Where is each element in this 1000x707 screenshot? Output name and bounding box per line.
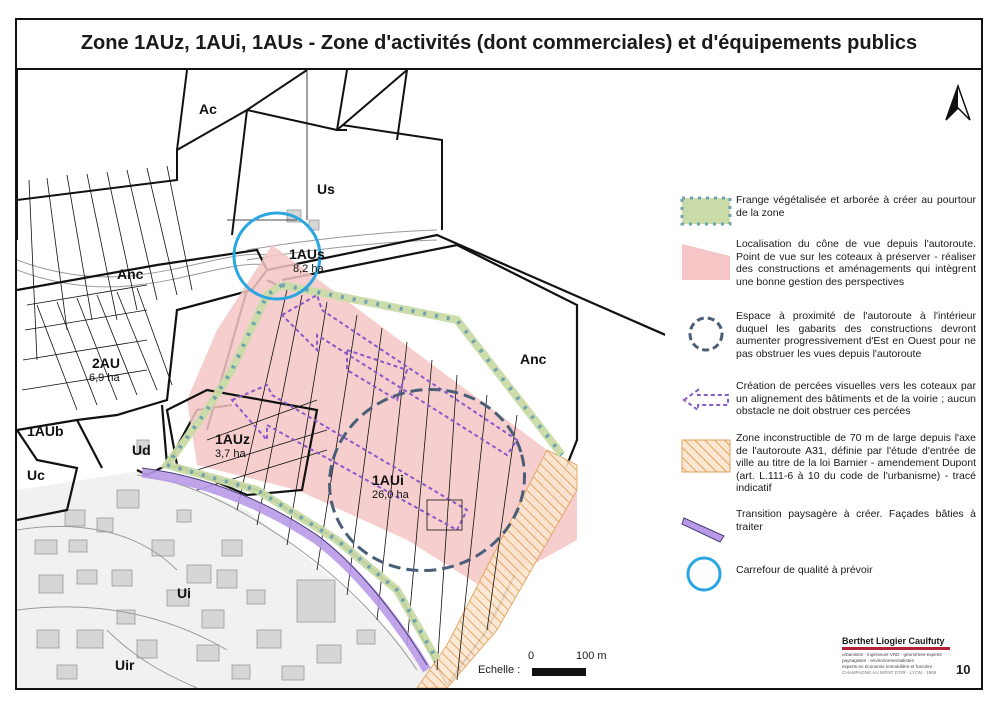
- zone-label-auz: 1AUz: [215, 431, 251, 447]
- hatch-symbol: [680, 436, 732, 474]
- frange-symbol: [680, 192, 732, 230]
- cone-symbol: [680, 242, 732, 280]
- zone-label-aus: 1AUs: [289, 246, 325, 262]
- logo-line1: urbanistes · ingénieurs VRD · géomètres-experts: [842, 652, 942, 657]
- scale-bar-black: [532, 668, 586, 676]
- scale-end: 100 m: [576, 650, 607, 662]
- page-number: 10: [956, 662, 971, 677]
- zone-label-uir: Uir: [115, 657, 135, 673]
- zone-label-anc-left: Anc: [117, 266, 144, 282]
- zone-label-ud: Ud: [132, 442, 151, 458]
- zone-label-aui: 1AUi: [372, 472, 404, 488]
- scale-label: Echelle :: [478, 664, 521, 676]
- logo-line3: experts en économie immobilière et foncière: [842, 664, 933, 669]
- legend-text-inconstructible: Zone inconstructible de 70 m de large depuis l'axe de l'autoroute A31, définie par l'étude d'entrée de ville au titre de la loi Barnier - amendement Dupont (art. L.111-6 à 10 du code de l'urbanisme) - tracé indicatif: [736, 432, 976, 494]
- band-symbol: [680, 506, 732, 544]
- company-logo: [842, 636, 950, 686]
- zone-label-ac: Ac: [199, 101, 217, 117]
- zone-label-aub: 1AUb: [27, 423, 64, 439]
- ellipse-symbol: [680, 314, 732, 352]
- legend-text-percees: Création de percées visuelles vers les coteaux par un alignement des bâtiments et de la voirie ; aucun obstacle ne doit obstruer ces percées: [736, 380, 976, 417]
- logo-line2: paysagistes · environnementalistes: [842, 658, 914, 663]
- north-arrow-icon: [944, 84, 972, 122]
- zone-label-ui: Ui: [177, 585, 191, 601]
- map-view[interactable]: [17, 70, 665, 688]
- zone-label-anc-right: Anc: [520, 351, 547, 367]
- scale-bar: [478, 650, 638, 684]
- arrow-symbol: [680, 380, 732, 418]
- legend-text-cone: Localisation du cône de vue depuis l'autoroute. Point de vue sur les coteaux à préserver - réaliser des constructions et aménagements qui intègrent une bonne gestion des perspectives: [736, 238, 976, 288]
- zone-sub-2au: 6,9 ha: [89, 372, 120, 384]
- legend-text-frange: Frange végétalisée et arborée à créer au pourtour de la zone: [736, 194, 976, 219]
- legend-text-carrefour: Carrefour de qualité à prévoir: [736, 564, 873, 576]
- scale-start: 0: [528, 650, 535, 662]
- logo-name: Berthet Liogier Caulfuty: [842, 636, 945, 646]
- legend-text-espace: Espace à proximité de l'autoroute à l'intérieur duquel les gabarits des constructions devront aumenter progressivement d'Est en Ouest pour ne pas obstruer les vues depuis l'autoroute: [736, 310, 976, 360]
- zone-label-2au: 2AU: [92, 355, 121, 371]
- zone-sub-aus: 8,2 ha: [293, 263, 324, 275]
- circle-symbol: [680, 554, 732, 592]
- zone-sub-aui: 26,0 ha: [372, 489, 409, 501]
- page-title: Zone 1AUz, 1AUi, 1AUs - Zone d'activités (dont commerciales) et d'équipements publics: [15, 18, 983, 70]
- logo-line4: CHAMPAGNE AU MONT D'OR · LYON · 1966: [842, 670, 937, 675]
- logo-bar: [842, 647, 950, 650]
- zone-label-uc: Uc: [27, 467, 45, 483]
- zone-label-us: Us: [317, 181, 335, 197]
- zone-sub-auz: 3,7 ha: [215, 448, 246, 460]
- legend-text-transition: Transition paysagère à créer. Façades bâties à traiter: [736, 508, 976, 533]
